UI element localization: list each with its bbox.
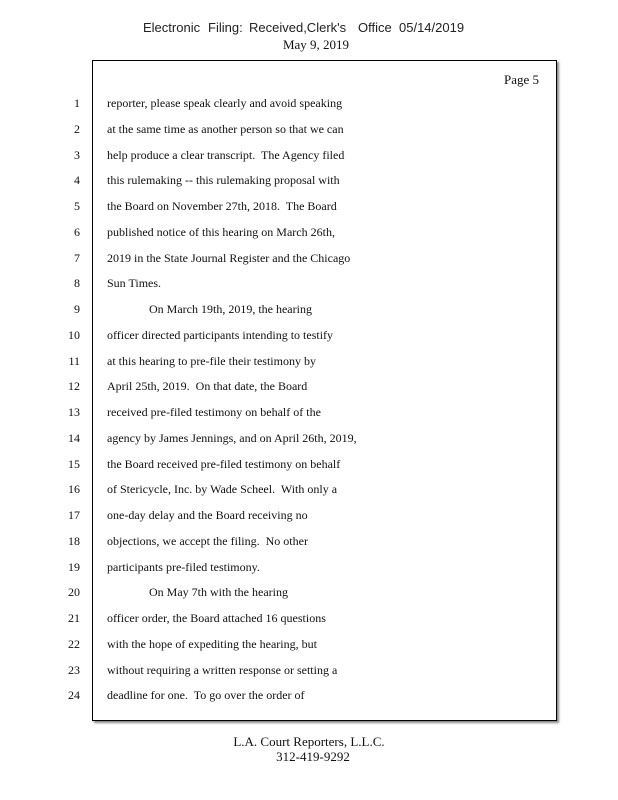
filing-stamp-word: 05/14/2019 (399, 20, 465, 35)
line-number: 22 (68, 637, 80, 651)
transcript-line: participants pre-filed testimony. (107, 560, 260, 574)
transcript-line: this rulemaking -- this rulemaking proposal with (107, 173, 340, 187)
line-number: 23 (68, 663, 80, 677)
transcript-line: On March 19th, 2019, the hearing (107, 302, 312, 316)
line-number: 8 (74, 276, 80, 290)
line-number: 21 (68, 611, 80, 625)
transcript-line: 2019 in the State Journal Register and the Chicago (107, 251, 351, 265)
line-number: 20 (68, 585, 80, 599)
transcript-line: April 25th, 2019. On that date, the Board (107, 379, 308, 393)
filing-stamp-word: Electronic (143, 20, 201, 35)
transcript-line: of Stericycle, Inc. by Wade Scheel. With only a (107, 482, 338, 496)
transcript-line: help produce a clear transcript. The Agency filed (107, 148, 345, 162)
transcript-line: the Board on November 27th, 2018. The Board (107, 199, 337, 213)
filing-stamp-word: Filing: (208, 20, 243, 35)
transcript-line: officer order, the Board attached 16 questions (107, 611, 326, 625)
filing-stamp-header (0, 20, 618, 36)
line-number: 1 (74, 96, 80, 110)
transcript-line: at the same time as another person so that we can (107, 122, 344, 136)
transcript-line: On May 7th with the hearing (107, 585, 288, 599)
transcript-line: agency by James Jennings, and on April 26th, 2019, (107, 431, 357, 445)
line-number: 2 (74, 122, 80, 136)
line-number: 9 (74, 302, 80, 316)
transcript-line: without requiring a written response or setting a (107, 663, 338, 677)
transcript-line: at this hearing to pre-file their testimony by (107, 354, 316, 368)
transcript-line: the Board received pre-filed testimony on behalf (107, 457, 341, 471)
transcript-line: deadline for one. To go over the order of (107, 688, 305, 702)
line-number: 18 (68, 534, 80, 548)
line-number: 16 (68, 482, 80, 496)
line-number: 4 (74, 173, 80, 187)
transcript-line: officer directed participants intending to testify (107, 328, 334, 342)
transcript-line: one-day delay and the Board receiving no (107, 508, 308, 522)
reporter-phone: 312-419-9292 (276, 749, 350, 764)
transcript-line: published notice of this hearing on March 26th, (107, 225, 335, 239)
line-number: 5 (74, 199, 80, 213)
transcript-line: received pre-filed testimony on behalf of the (107, 405, 321, 419)
filing-stamp-word: Received,Clerk's (249, 20, 347, 35)
line-number: 11 (68, 354, 80, 368)
line-number: 15 (68, 457, 80, 471)
filing-stamp-word: Office (358, 20, 392, 35)
transcript-date: May 9, 2019 (282, 37, 350, 52)
line-number: 19 (68, 560, 80, 574)
line-number: 14 (68, 431, 80, 445)
transcript-line: with the hope of expediting the hearing, but (107, 637, 317, 651)
line-number: 13 (68, 405, 80, 419)
reporter-company: L.A. Court Reporters, L.L.C. (233, 734, 385, 749)
line-number: 12 (68, 379, 80, 393)
line-number: 24 (68, 688, 80, 702)
line-number: 7 (74, 251, 80, 265)
transcript-line: Sun Times. (107, 276, 162, 290)
transcript-line: objections, we accept the filing. No other (107, 534, 308, 548)
line-number: 17 (68, 508, 80, 522)
page-number: Page 5 (503, 72, 539, 87)
line-number: 3 (74, 148, 80, 162)
line-number: 10 (68, 328, 80, 342)
line-number: 6 (74, 225, 80, 239)
transcript-line: reporter, please speak clearly and avoid speaking (107, 96, 343, 110)
